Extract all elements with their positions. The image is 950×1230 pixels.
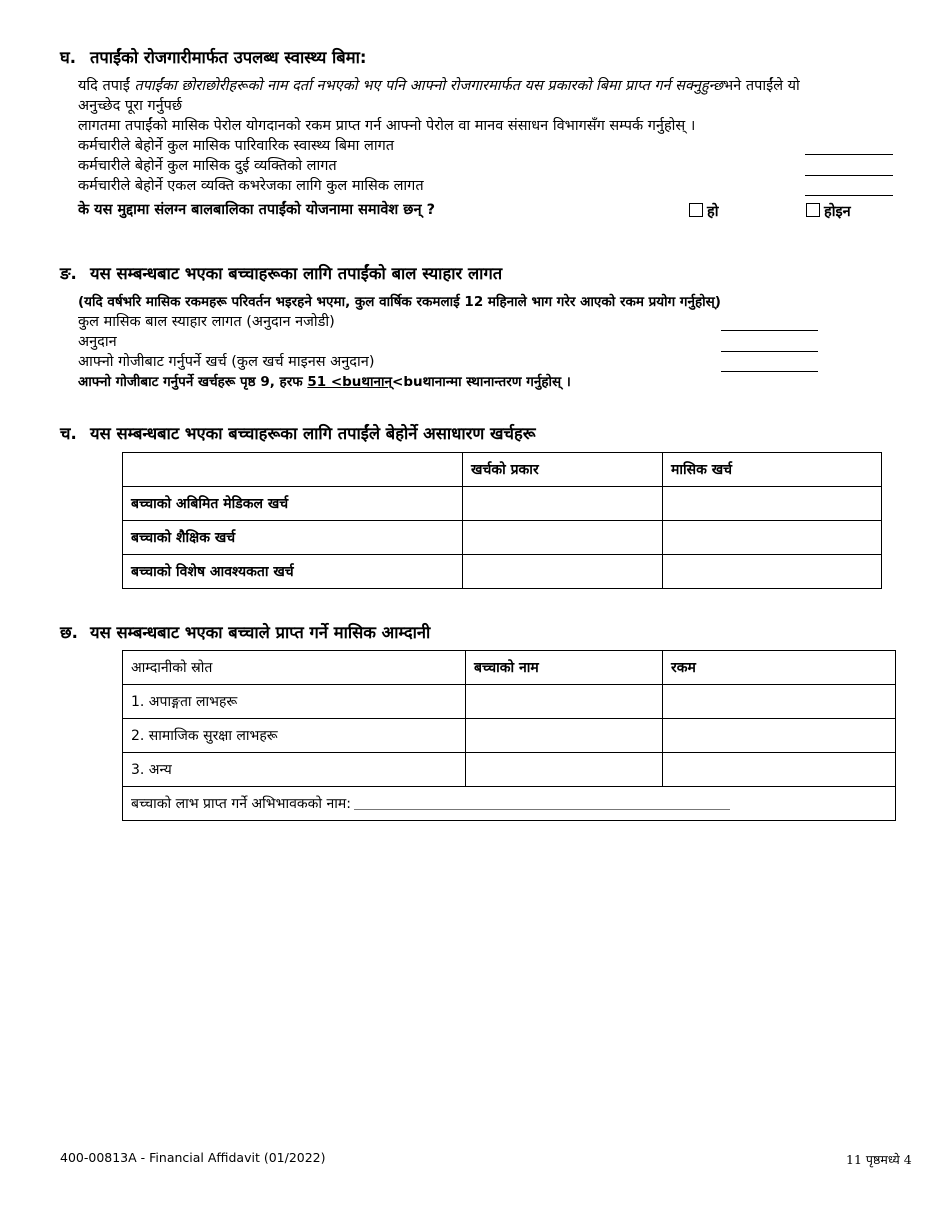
row-label: 3. अन्य — [123, 753, 466, 787]
transfer-instruction — [78, 372, 571, 392]
guardian-name-label: बच्चाको लाभ प्राप्त गर्ने अभिभावकको नाम: — [131, 796, 351, 812]
transfer-line-ref: 51 <buथानान् — [307, 374, 393, 390]
table-header-cell: रकम — [663, 651, 896, 685]
monthly-expense-cell[interactable] — [663, 487, 882, 521]
table-row — [123, 521, 882, 555]
out-of-pocket-label: आफ्नो गोजीबाट गर्नुपर्ने खर्च (कुल खर्च माइनस अनुदान) — [78, 354, 375, 370]
section-chha-title: यस सम्बन्धबाट भएका बच्चाले प्राप्त गर्ने मासिक आम्दानी — [90, 623, 431, 642]
table-row — [123, 753, 896, 787]
no-checkbox[interactable] — [806, 202, 851, 222]
children-included-question: के यस मुद्दामा संलग्न बालबालिका तपाईंको योजनामा समावेश छन् ? — [78, 202, 435, 218]
subsidy-label: अनुदान — [78, 334, 117, 350]
table-header-row — [123, 651, 896, 685]
family-health-cost-label: कर्मचारीले बेहोर्ने कुल मासिक पारिवारिक स्वास्थ्य बिमा लागत — [78, 138, 395, 154]
monthly-expense-cell[interactable] — [663, 555, 882, 589]
section-gha-paragraph-3: लागतमा तपाईंको मासिक पेरोल योगदानको रकम प्राप्त गर्न आफ्नो पेरोल वा मानव संसाधन विभागसँग सम्पर्क गर्नुहोस् । — [78, 118, 696, 134]
table-row — [123, 555, 882, 589]
row-label: 2. सामाजिक सुरक्षा लाभहरू — [123, 719, 466, 753]
table-header-cell: मासिक खर्च — [663, 453, 882, 487]
table-row — [123, 719, 896, 753]
yes-label: हो — [707, 204, 719, 220]
section-cha-label: च. — [60, 424, 77, 443]
annual-amount-note: (यदि वर्षभरि मासिक रकमहरू परिवर्तन भइरहने भएमा, कुल वार्षिक रकमलाई 12 महिनाले भाग गरेर आएको रकम प्रयोग गर्नुहोस्) — [78, 294, 721, 310]
section-gha-label: घ. — [60, 48, 77, 67]
checkbox-box[interactable] — [806, 203, 820, 217]
row-label: बच्चाको विशेष आवश्यकता खर्च — [123, 555, 463, 589]
expense-type-cell[interactable] — [463, 521, 663, 555]
section-gha-paragraph-1 — [78, 76, 800, 96]
child-name-cell[interactable] — [466, 685, 663, 719]
table-row — [123, 487, 882, 521]
child-income-table — [122, 650, 896, 821]
amount-cell[interactable] — [663, 719, 896, 753]
extraordinary-expenses-table — [122, 452, 882, 589]
amount-cell[interactable] — [663, 753, 896, 787]
section-nga-label: ङ. — [60, 264, 77, 283]
subsidy-field[interactable] — [721, 351, 818, 352]
section-cha-title: यस सम्बन्धबाट भएका बच्चाहरूका लागि तपाईंले बेहोर्ने असाधारण खर्चहरू — [90, 424, 536, 443]
single-person-cost-label: कर्मचारीले बेहोर्ने एकल व्यक्ति कभरेजका लागि कुल मासिक लागत — [78, 178, 424, 194]
out-of-pocket-field[interactable] — [721, 371, 818, 372]
form-number: 400-00813A - Financial Affidavit (01/2022) — [60, 1150, 326, 1165]
table-header-cell — [123, 453, 463, 487]
paragraph-text: भने तपाईंले यो — [722, 78, 800, 94]
checkbox-box[interactable] — [689, 203, 703, 217]
yes-checkbox[interactable] — [689, 202, 718, 222]
table-header-cell: बच्चाको नाम — [466, 651, 663, 685]
single-person-cost-field[interactable] — [805, 195, 893, 196]
table-row — [123, 685, 896, 719]
transfer-text: आफ्नो गोजीबाट गर्नुपर्ने खर्चहरू पृष्ठ 9, हरफ — [78, 374, 308, 390]
paragraph-text: यदि तपाईं — [78, 78, 135, 94]
table-header-row — [123, 453, 882, 487]
no-label: होइन — [824, 204, 851, 220]
total-childcare-cost-field[interactable] — [721, 330, 818, 331]
amount-cell[interactable] — [663, 685, 896, 719]
expense-type-cell[interactable] — [463, 487, 663, 521]
two-person-cost-field[interactable] — [805, 175, 893, 176]
section-gha-title: तपाईंको रोजगारीमार्फत उपलब्ध स्वास्थ्य बिमा: — [90, 48, 367, 67]
section-gha-paragraph-2: अनुच्छेद पूरा गर्नुपर्छ — [78, 98, 183, 114]
two-person-cost-label: कर्मचारीले बेहोर्ने कुल मासिक दुई व्यक्तिको लागत — [78, 158, 337, 174]
row-label: बच्चाको अबिमित मेडिकल खर्च — [123, 487, 463, 521]
section-nga-title: यस सम्बन्धबाट भएका बच्चाहरूका लागि तपाईंको बाल स्याहार लागत — [90, 264, 503, 283]
transfer-text: <buथानान्मा स्थानान्तरण गर्नुहोस् । — [392, 374, 571, 390]
child-name-cell[interactable] — [466, 753, 663, 787]
expense-type-cell[interactable] — [463, 555, 663, 589]
table-header-cell: खर्चको प्रकार — [463, 453, 663, 487]
guardian-name-row — [123, 787, 896, 821]
row-label: 1. अपाङ्गता लाभहरू — [123, 685, 466, 719]
family-health-cost-field[interactable] — [805, 154, 893, 155]
guardian-name-field[interactable] — [354, 796, 730, 810]
page-number: 11 पृष्ठमध्ये 4 — [846, 1152, 912, 1167]
section-chha-label: छ. — [60, 623, 78, 642]
row-label: बच्चाको शैक्षिक खर्च — [123, 521, 463, 555]
table-header-cell: आम्दानीको स्रोत — [123, 651, 466, 685]
monthly-expense-cell[interactable] — [663, 521, 882, 555]
child-name-cell[interactable] — [466, 719, 663, 753]
total-childcare-cost-label: कुल मासिक बाल स्याहार लागत (अनुदान नजोडी) — [78, 314, 335, 330]
table-row — [123, 787, 896, 821]
paragraph-italic-text: तपाईंका छोराछोरीहरूको नाम दर्ता नभएको भए पनि आफ्नो रोजगारमार्फत यस प्रकारको बिमा प्राप्त गर्न सक्नुहुन्छ — [134, 78, 723, 94]
